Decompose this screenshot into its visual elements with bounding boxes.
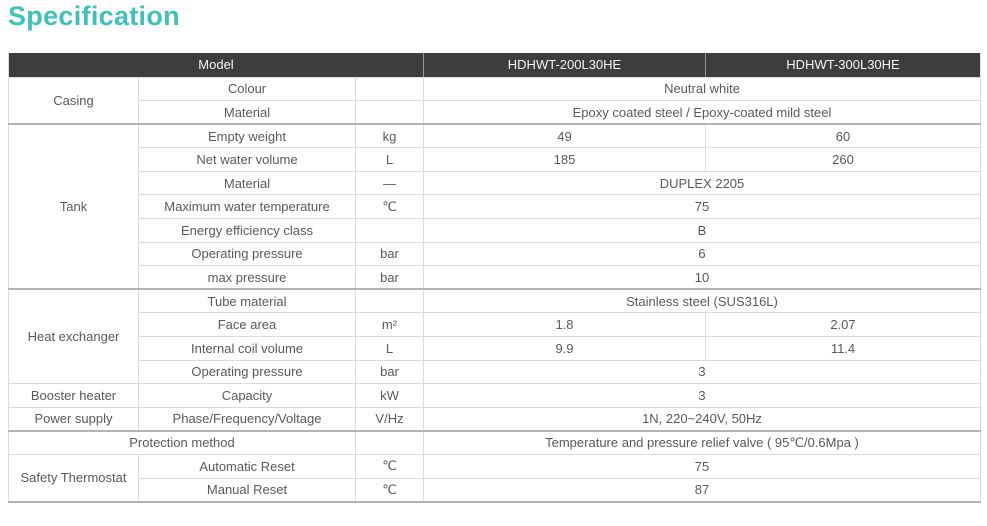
header-model-1: HDHWT-200L30HE <box>424 53 706 77</box>
unit-label: kg <box>356 124 424 148</box>
param-label: Colour <box>139 77 356 101</box>
value-model-1: 185 <box>424 148 706 172</box>
value-both-models: 75 <box>424 195 981 219</box>
table-row <box>9 337 981 361</box>
unit-label <box>356 101 424 125</box>
param-label: Operating pressure <box>139 360 356 384</box>
table-row <box>9 219 981 243</box>
table-row <box>9 148 981 172</box>
value-both-models: 6 <box>424 242 981 266</box>
unit-label: ℃ <box>356 478 424 502</box>
unit-label <box>356 431 424 455</box>
value-model-2: 60 <box>706 124 981 148</box>
page-title: Specification <box>8 1 180 31</box>
param-label: Energy efficiency class <box>139 219 356 243</box>
table-row <box>9 171 981 195</box>
category-booster-heater: Booster heater <box>9 384 139 408</box>
param-label: Capacity <box>139 384 356 408</box>
specification-table <box>8 53 981 503</box>
value-both-models: 3 <box>424 360 981 384</box>
table-row <box>9 101 981 125</box>
table-row <box>9 313 981 337</box>
value-model-2: 11.4 <box>706 337 981 361</box>
table-row <box>9 431 981 455</box>
table-row <box>9 124 981 148</box>
value-both-models: Temperature and pressure relief valve ( 95℃/0.6Mpa ) <box>424 431 981 455</box>
value-both-models: B <box>424 219 981 243</box>
value-both-models: Epoxy coated steel / Epoxy-coated mild steel <box>424 101 981 125</box>
table-row <box>9 266 981 290</box>
table-row <box>9 455 981 479</box>
unit-label: ℃ <box>356 195 424 219</box>
header-model-2: HDHWT-300L30HE <box>706 53 981 77</box>
unit-label <box>356 77 424 101</box>
param-label: Manual Reset <box>139 478 356 502</box>
value-both-models: 3 <box>424 384 981 408</box>
param-label: Maximum water temperature <box>139 195 356 219</box>
unit-label <box>356 289 424 313</box>
table-row <box>9 195 981 219</box>
category-heat-exchanger: Heat exchanger <box>9 289 139 383</box>
param-label: Tube material <box>139 289 356 313</box>
value-both-models: 10 <box>424 266 981 290</box>
value-model-2: 2.07 <box>706 313 981 337</box>
param-label: Face area <box>139 313 356 337</box>
unit-label: bar <box>356 360 424 384</box>
category-protection-method: Protection method <box>9 431 356 455</box>
value-both-models: Neutral white <box>424 77 981 101</box>
value-model-1: 9.9 <box>424 337 706 361</box>
param-label: Empty weight <box>139 124 356 148</box>
unit-label: — <box>356 171 424 195</box>
value-both-models: 87 <box>424 478 981 502</box>
unit-label <box>356 219 424 243</box>
value-both-models: 1N, 220~240V, 50Hz <box>424 407 981 431</box>
category-casing: Casing <box>9 77 139 124</box>
value-model-2: 260 <box>706 148 981 172</box>
param-label: Phase/Frequency/Voltage <box>139 407 356 431</box>
table-row <box>9 360 981 384</box>
unit-label: m² <box>356 313 424 337</box>
param-label: Net water volume <box>139 148 356 172</box>
param-label: Internal coil volume <box>139 337 356 361</box>
value-both-models: Stainless steel (SUS316L) <box>424 289 981 313</box>
unit-label: kW <box>356 384 424 408</box>
value-model-1: 49 <box>424 124 706 148</box>
param-label: Automatic Reset <box>139 455 356 479</box>
param-label: Operating pressure <box>139 242 356 266</box>
category-power-supply: Power supply <box>9 407 139 431</box>
unit-label: V/Hz <box>356 407 424 431</box>
table-row <box>9 242 981 266</box>
param-label: max pressure <box>139 266 356 290</box>
param-label: Material <box>139 171 356 195</box>
table-row <box>9 478 981 502</box>
value-model-1: 1.8 <box>424 313 706 337</box>
unit-label: bar <box>356 266 424 290</box>
unit-label: L <box>356 148 424 172</box>
category-safety-thermostat: Safety Thermostat <box>9 455 139 502</box>
header-model-label: Model <box>9 53 424 77</box>
table-header-row <box>9 53 981 77</box>
category-tank: Tank <box>9 124 139 289</box>
table-row <box>9 289 981 313</box>
value-both-models: DUPLEX 2205 <box>424 171 981 195</box>
table-row <box>9 407 981 431</box>
value-both-models: 75 <box>424 455 981 479</box>
table-row <box>9 77 981 101</box>
unit-label: bar <box>356 242 424 266</box>
table-row <box>9 384 981 408</box>
param-label: Material <box>139 101 356 125</box>
unit-label: L <box>356 337 424 361</box>
unit-label: ℃ <box>356 455 424 479</box>
